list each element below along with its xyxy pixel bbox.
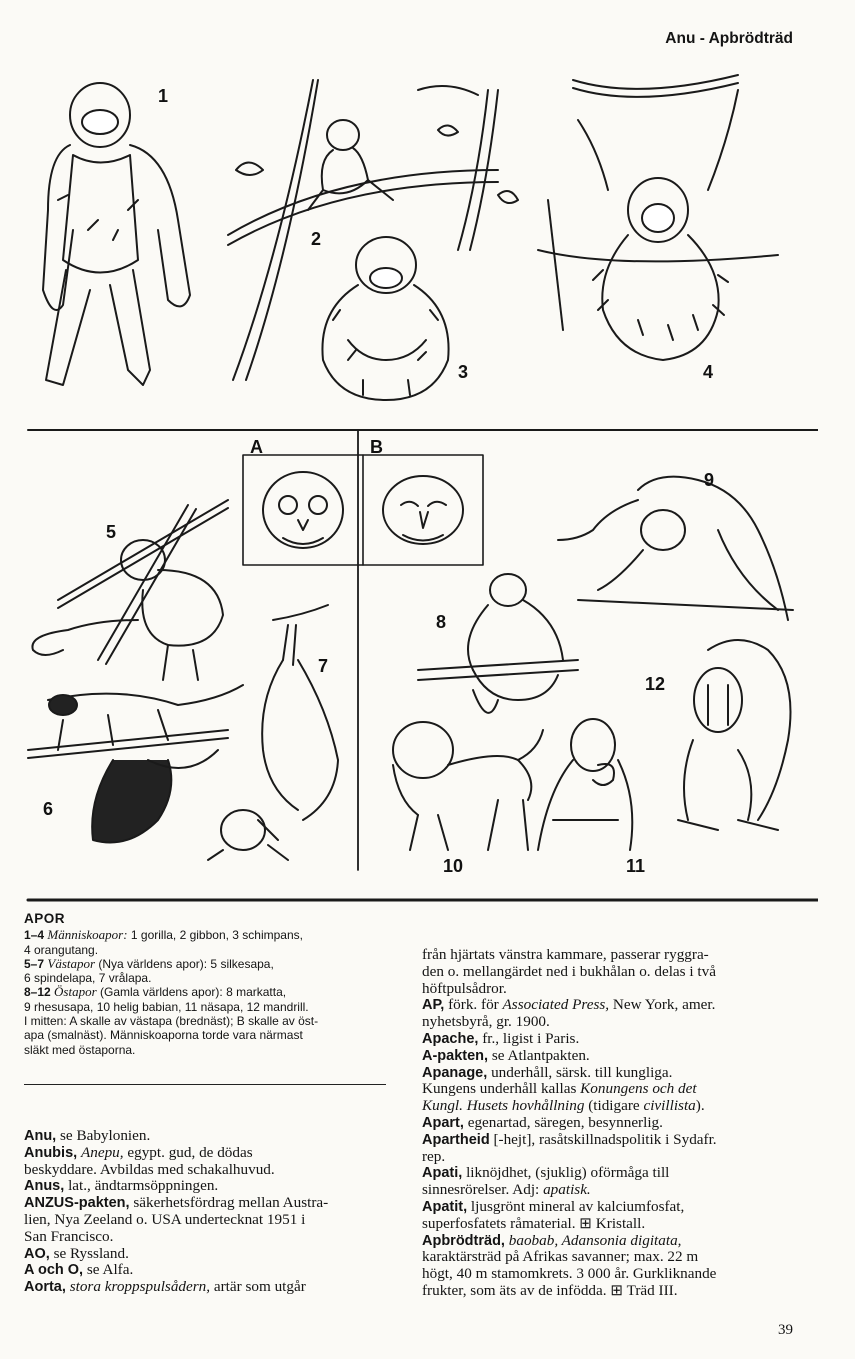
entry-apanage: Apanage, underhåll, särsk. till kungliga. xyxy=(422,1063,673,1081)
entry-line: sinnesrörelser. Adj: apatisk. xyxy=(422,1181,591,1199)
caption-line: släkt med östaporna. xyxy=(24,1042,136,1057)
figure-label: 12 xyxy=(645,674,666,694)
entry-line: höftpulsådror. xyxy=(422,979,507,997)
caption-line: 8–12 Östapor (Gamla världens apor): 8 markatta, xyxy=(24,984,287,1000)
figure-label: 9 xyxy=(704,470,715,490)
entry-apache: Apache, fr., ligist i Paris. xyxy=(422,1029,580,1047)
entry-apbrodtrad: Apbrödträd, baobab, Adansonia digitata, xyxy=(422,1231,682,1249)
caption-line: I mitten: A skalle av västapa (brednäst); B skalle av öst- xyxy=(24,1014,319,1029)
left-column xyxy=(24,1128,396,1296)
howler-monkey-drawing xyxy=(208,605,338,860)
entry-line: beskyddare. Avbildas med schakalhuvud. xyxy=(24,1160,275,1178)
skull-label: B xyxy=(370,437,383,457)
apes-illustration xyxy=(18,60,818,905)
entry-apatit: Apatit, ljusgrönt mineral av kalciumfosfat, xyxy=(422,1197,685,1215)
figure-label: 1 xyxy=(158,86,169,106)
entry-line: superfosfatets råmaterial. ⊞ Kristall. xyxy=(422,1214,646,1232)
orangutan-drawing xyxy=(538,75,778,360)
spider-monkey-drawing xyxy=(28,685,243,843)
skull-label: A xyxy=(250,437,263,457)
entry-apartheid: Apartheid [-hejt], rasåtskillnadspolitik i Sydafr. xyxy=(422,1130,717,1148)
apes-plate xyxy=(18,60,818,905)
marmoset-drawing xyxy=(32,500,228,680)
entry-anzus: ANZUS-pakten, säkerhetsfördrag mellan Austra- xyxy=(24,1194,329,1212)
baboon-drawing xyxy=(393,722,543,850)
gibbon-drawing xyxy=(228,80,518,380)
caption-title: APOR xyxy=(24,911,66,926)
entry-line: frukter, som äts av de infödda. ⊞ Träd III. xyxy=(422,1281,678,1299)
right-column xyxy=(422,947,822,1300)
entry-anu: Anu, se Babylonien. xyxy=(24,1127,151,1144)
entry-ao: AO, se Ryssland. xyxy=(24,1244,129,1262)
caption-line: 9 rhesusapa, 10 helig babian, 11 näsapa, 12 mandrill. xyxy=(24,999,309,1014)
skull-a-drawing xyxy=(263,472,343,548)
guenon-drawing xyxy=(418,574,578,713)
figure-label: 10 xyxy=(443,856,464,876)
entry-line: rep. xyxy=(422,1147,446,1165)
entry-a-pakten: A-pakten, se Atlantpakten. xyxy=(422,1046,590,1064)
rhesus-monkey-drawing xyxy=(558,477,793,620)
page-number: 39 xyxy=(778,1322,793,1338)
caption-line: 5–7 Västapor (Nya världens apor): 5 silkesapa, xyxy=(24,955,274,971)
proboscis-monkey-drawing xyxy=(538,719,632,850)
caption-divider xyxy=(24,1084,386,1085)
caption-line: 6 spindelapa, 7 vrålapa. xyxy=(24,971,152,986)
entry-line: lien, Nya Zeeland o. USA undertecknat 1951 i xyxy=(24,1210,306,1228)
entry-line: högt, 40 m stamomkrets. 3 000 år. Gurkliknande xyxy=(422,1265,717,1283)
entry-anus: Anus, lat., ändtarmsöppningen. xyxy=(24,1177,219,1195)
entry-line: från hjärtats vänstra kammare, passerar ryggra- xyxy=(422,946,709,963)
entry-ap: AP, förk. för Associated Press, New York, amer. xyxy=(422,996,716,1014)
figure-label: 3 xyxy=(458,362,469,382)
gorilla-drawing xyxy=(43,83,190,385)
entry-line: karaktärsträd på Afrikas savanner; max. 22 m xyxy=(422,1248,699,1266)
figure-label: 8 xyxy=(436,612,447,632)
entry-line: Kungens underhåll kallas Konungens och det xyxy=(422,1080,697,1098)
entry-line: den o. mellangärdet ned i bukhålan o. delas i två xyxy=(422,962,716,980)
figure-label: 7 xyxy=(318,656,329,676)
entry-line: Kungl. Husets hovhållning (tidigare civillista). xyxy=(422,1097,705,1115)
running-header: Anu - Apbrödträd xyxy=(665,30,793,47)
figure-caption xyxy=(24,912,386,1057)
caption-line: 4 orangutang. xyxy=(24,942,99,957)
entry-anubis: Anubis, Anepu, egypt. gud, de dödas xyxy=(24,1143,253,1161)
caption-line: apa (smalnäst). Människoaporna torde vara närmast xyxy=(24,1028,303,1043)
entry-a-och-o: A och O, se Alfa. xyxy=(24,1261,134,1279)
figure-label: 5 xyxy=(106,522,117,542)
entry-aorta: Aorta, stora kroppspulsådern, artär som utgår xyxy=(24,1278,306,1296)
chimpanzee-drawing xyxy=(322,237,448,400)
skull-b-drawing xyxy=(383,476,463,544)
entry-apart: Apart, egenartad, säregen, besynnerlig. xyxy=(422,1113,663,1131)
caption-line: 1–4 Människoapor: 1 gorilla, 2 gibbon, 3 schimpans, xyxy=(24,927,303,943)
figure-label: 2 xyxy=(311,229,322,249)
entry-apati: Apati, liknöjdhet, (sjuklig) oförmåga till xyxy=(422,1164,670,1182)
figure-label: 6 xyxy=(43,799,54,819)
entry-line: nyhetsbyrå, gr. 1900. xyxy=(422,1013,550,1031)
entry-line: San Francisco. xyxy=(24,1227,114,1245)
mandrill-drawing xyxy=(678,640,791,830)
figure-label: 11 xyxy=(626,856,646,876)
figure-label: 4 xyxy=(703,362,714,382)
